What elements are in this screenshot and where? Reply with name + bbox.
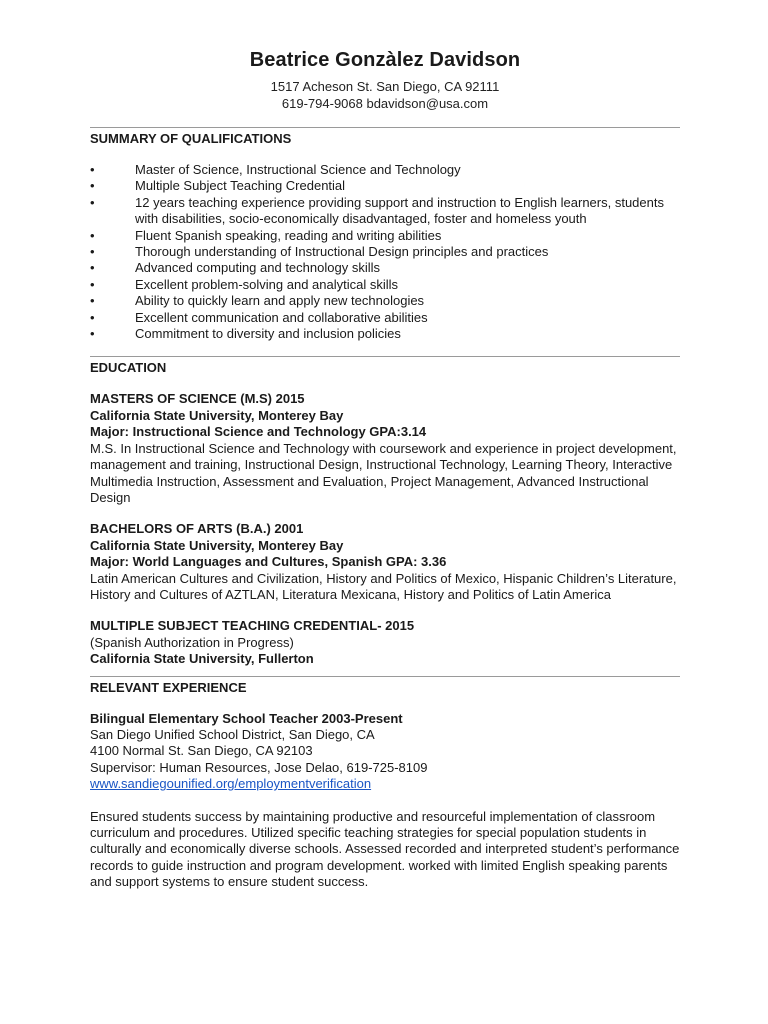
bullet-icon: • — [90, 178, 95, 194]
section-divider — [90, 356, 680, 357]
employer-name: San Diego Unified School District, San Diego, CA — [90, 726, 375, 742]
credential-entry — [90, 618, 680, 667]
address-line: 1517 Acheson St. San Diego, CA 92111 — [270, 79, 500, 94]
major-line: Major: World Languages and Cultures, Spanish GPA: 3.36 — [90, 554, 447, 570]
credential-note: (Spanish Authorization in Progress) — [90, 634, 294, 650]
list-item: • Thorough understanding of Instructional Design principles and practices — [90, 244, 549, 260]
credential-title: MULTIPLE SUBJECT TEACHING CREDENTIAL- 2015 — [90, 618, 415, 634]
resume-page — [90, 0, 680, 891]
list-item: • Fluent Spanish speaking, reading and writing abilities — [90, 227, 442, 243]
resume-header — [90, 0, 680, 112]
school-name: California State University, Monterey Bay — [90, 537, 344, 553]
credential-school: California State University, Fullerton — [90, 651, 314, 667]
bullet-icon: • — [90, 162, 95, 177]
bullet-icon: • — [90, 293, 95, 309]
list-item: • Commitment to diversity and inclusion policies — [90, 326, 401, 342]
list-item: • 12 years teaching experience providing support and instruction to English learners, students with disabilities, socio-economically disadvantaged, foster and homeless youth — [90, 194, 664, 227]
list-item: • Excellent problem-solving and analytical skills — [90, 276, 399, 292]
education-entry-ms — [90, 391, 680, 506]
degree-title: MASTERS OF SCIENCE (M.S) 2015 — [90, 391, 305, 407]
job-description: Ensured students success by maintaining productive and resourceful implementation of classroom curriculum and procedures. Utilized specific teaching strategies for special population students in culturally and economically diverse schools. Assessed recorded and interpreted student’s performance records to guide instruction and program development. worked with limited English speaking parents and support systems to ensure student success. — [90, 808, 680, 890]
degree-title: BACHELORS OF ARTS (B.A.) 2001 — [90, 521, 304, 537]
list-item: • Multiple Subject Teaching Credential — [90, 178, 346, 194]
section-divider — [90, 127, 680, 128]
bullet-icon: • — [90, 260, 95, 276]
qualifications-list — [90, 162, 680, 342]
section-divider — [90, 676, 680, 677]
summary-heading: SUMMARY OF QUALIFICATIONS — [90, 131, 292, 146]
list-item: • Ability to quickly learn and apply new technologies — [90, 293, 425, 309]
candidate-name: Beatrice Gonzàlez Davidson — [249, 49, 521, 71]
school-name: California State University, Monterey Bay — [90, 407, 344, 423]
employer-address: 4100 Normal St. San Diego, CA 92103 — [90, 743, 313, 759]
list-item: • Advanced computing and technology skills — [90, 260, 380, 276]
phone-email-line: 619-794-9068 bdavidson@usa.com — [281, 96, 489, 111]
bullet-icon: • — [90, 276, 95, 292]
experience-heading: RELEVANT EXPERIENCE — [90, 679, 247, 695]
supervisor-line: Supervisor: Human Resources, Jose Delao, 619-725-8109 — [90, 759, 428, 775]
bullet-icon: • — [90, 244, 95, 260]
list-item: • Excellent communication and collaborative abilities — [90, 309, 428, 325]
bullet-icon: • — [90, 309, 95, 325]
major-line: Major: Instructional Science and Technology GPA:3.14 — [90, 424, 427, 440]
job-title: Bilingual Elementary School Teacher 2003-Present — [90, 710, 403, 726]
education-entry-ba — [90, 521, 680, 603]
employment-verification-link[interactable]: www.sandiegounified.org/employmentverification — [90, 776, 372, 792]
education-heading: EDUCATION — [90, 360, 167, 376]
job-entry — [90, 711, 680, 891]
bullet-icon: • — [90, 194, 95, 210]
bullet-icon: • — [90, 227, 95, 243]
degree-description: Latin American Cultures and Civilization, History and Politics of Mexico, Hispanic Children’s Literature, History and Cultures of AZTLAN, Literatura Mexicana, History and Politics of Latin America — [90, 570, 677, 602]
degree-description: M.S. In Instructional Science and Technology with coursework and experience in project development, management and training, Instructional Design, Instructional Technology, Learning Theory, Interactive Multimedia Instruction, Assessment and Evaluation, Project Management, Advanced Instructional Design — [90, 440, 677, 505]
list-item: • Master of Science, Instructional Science and Technology — [90, 162, 461, 177]
bullet-icon: • — [90, 326, 95, 342]
